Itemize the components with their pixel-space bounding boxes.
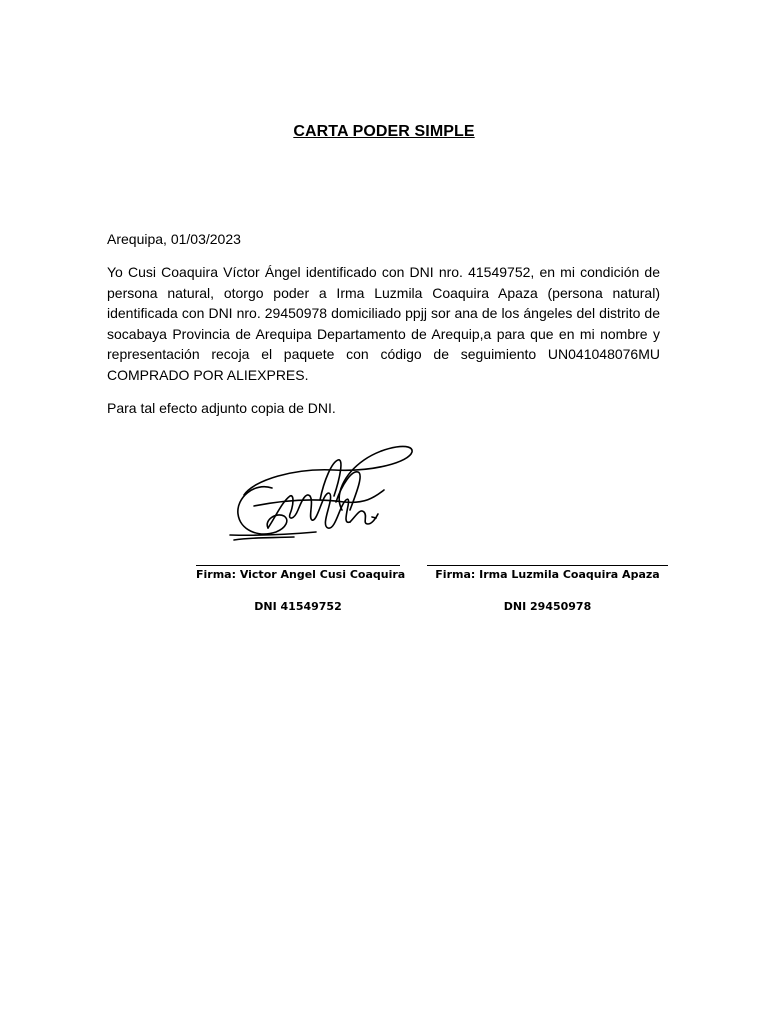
signature-line-right <box>427 565 668 566</box>
body-paragraph: Yo Cusi Coaquira Víctor Ángel identificado con DNI nro. 41549752, en mi condición de persona natural, otorgo poder a Irma Luzmila Coaquira Apaza (persona natural) identificada con DNI nro. 29450978 domiciliado ppjj sor ana de los ángeles del distrito de socabaya Provincia de Arequipa Departamento de Arequip,a para que en mi nombre y representación recoja el paquete con código de seguimiento UN041048076MU COMPRADO POR ALIEXPRES. <box>107 264 660 383</box>
closing-line: Para tal efecto adjunto copia de DNI. <box>107 400 336 416</box>
document-title: CARTA PODER SIMPLE <box>293 123 475 140</box>
signature-label-left: Firma: Victor Angel Cusi Coaquira <box>196 568 406 581</box>
signature-line-left <box>196 565 400 566</box>
dni-label-right: DNI 29450978 <box>503 600 592 613</box>
signature-label-right: Firma: Irma Luzmila Coaquira Apaza <box>435 568 660 581</box>
date-line: Arequipa, 01/03/2023 <box>107 231 241 247</box>
dni-label-left: DNI 41549752 <box>254 600 342 613</box>
handwritten-signature <box>224 440 420 550</box>
